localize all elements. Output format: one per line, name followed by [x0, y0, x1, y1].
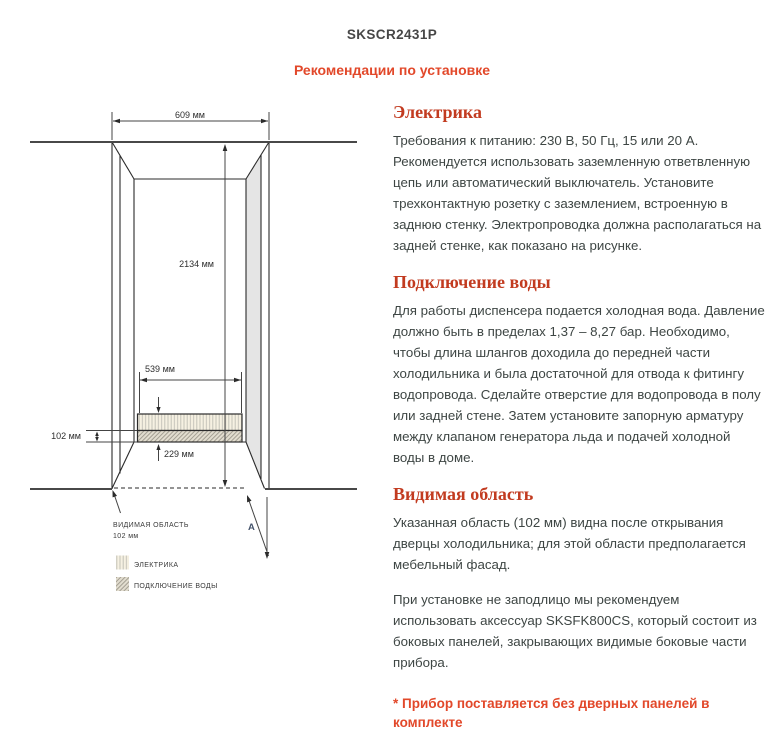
footnote-no-door-panels: * Прибор поставляется без дверных панелей в комплекте — [393, 696, 710, 730]
legend-water-swatch — [116, 577, 129, 591]
dimension-arrowheads — [95, 119, 269, 559]
visible-area-label-line2: 102 мм — [113, 533, 139, 540]
dim-inner-width-label: 539 мм — [145, 364, 175, 374]
visible-area-label-line1: ВИДИМАЯ ОБЛАСТЬ — [113, 522, 189, 529]
legend-electric-label: ЭЛЕКТРИКА — [134, 562, 179, 569]
niche-drawing — [0, 0, 390, 658]
page-subtitle: Рекомендации по установке — [293, 62, 491, 78]
dim-opening-height-label: 2134 мм — [179, 259, 214, 269]
section-body-water: Для работы диспенсера подается холодная вода. Давление должно быть в пределах 1,37 – 8,27 бар. Необходимо, чтобы длина шлангов доходила до передней части холодильника и была достаточной для отвода к фитингу водопровода. Сделайте отверстие для водопровода в полу или задней стене. Затем установите запорную арматуру между клапаном генератора льда и подачей холодной воды в доме. — [393, 303, 765, 465]
page-title: SKSCR2431P — [346, 27, 438, 42]
section-body-visible-area-2: При установке не заподлицо мы рекомендуем использовать аксессуар SKSFK800CS, который состоит из боковых панелей, закрывающих видимые боковые части прибора. — [393, 592, 757, 670]
installation-diagram — [0, 0, 390, 658]
dim-visible-depth-label: 102 мм — [51, 431, 81, 441]
legend-water-label: ПОДКЛЮЧЕНИЕ ВОДЫ — [134, 583, 218, 590]
section-heading-electrical: Электрика — [393, 102, 482, 122]
section-body-visible-area: Указанная область (102 мм) видна после открывания дверцы холодильника; для этой области предполагается мебельный фасад. — [393, 515, 746, 572]
dim-opening-width-label: 609 мм — [175, 110, 205, 120]
instructions-column — [393, 101, 765, 732]
water-zone-band — [138, 431, 243, 443]
section-body-electrical: Требования к питанию: 230 В, 50 Гц, 15 или 20 А. Рекомендуется использовать заземленную ответвленную цепь или автоматический выключатель. Установите трехконтактную розетку с заземлением, встроенную в заднюю стенку. Электропроводка должна располагаться на задней стенке, как показано на рисунке. — [393, 133, 762, 253]
side-wall-shading — [246, 155, 261, 479]
dim-bottom-offset-label: 229 мм — [164, 449, 194, 459]
section-heading-visible-area: Видимая область — [393, 484, 534, 504]
electric-zone-band — [138, 414, 243, 431]
legend-electric-swatch — [116, 556, 129, 570]
section-heading-water: Подключение воды — [393, 272, 551, 292]
view-a-label: А — [248, 522, 255, 533]
